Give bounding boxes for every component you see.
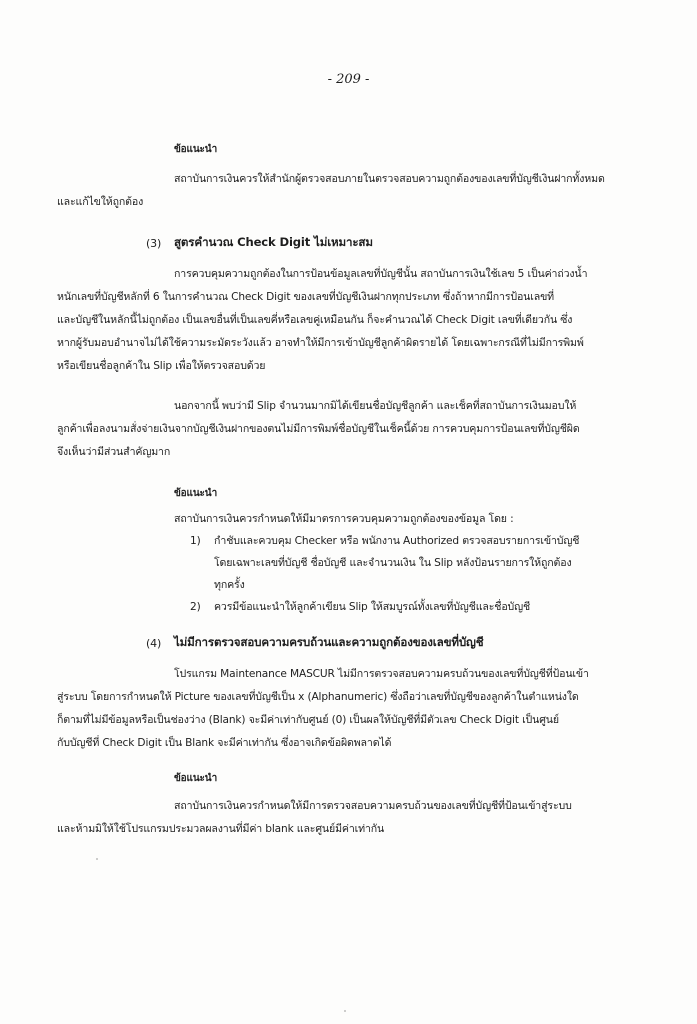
paragraph-line: กับบัญชีที่ Check Digit เป็น Blank จะมีค่าเท่ากัน ซึ่งอาจเกิดข้อผิดพลาดได้: [57, 737, 392, 749]
paragraph-line: นอกจากนี้ พบว่ามี Slip จำนวนมากมิได้เขียนชื่อบัญชีลูกค้า และเช็คที่สถาบันการเงินมอบให้: [174, 400, 577, 412]
page-number: - 209 -: [327, 72, 370, 87]
scan-speck: [96, 858, 98, 860]
paragraph-line: ก็ตามที่ไม่มีข้อมูลหรือเป็นช่องว่าง (Blank) จะมีค่าเท่ากับศูนย์ (0) เป็นผลให้บัญชีที่มีตัวเลข Check Digit เป็นศูนย์: [57, 714, 559, 726]
section-3-title: สูตรคำนวณ Check Digit ไม่เหมาะสม: [174, 235, 373, 249]
paragraph-line: โปรแกรม Maintenance MASCUR ไม่มีการตรวจสอบความครบถ้วนของเลขที่บัญชีที่ป้อนเข้า: [174, 668, 589, 680]
recommendation-label: ข้อแนะนำ: [174, 773, 218, 784]
section-3-number: (3): [146, 237, 162, 250]
list-item-line: ควรมีข้อแนะนำให้ลูกค้าเขียน Slip ให้สมบูรณ์ทั้งเลขที่บัญชีและชื่อบัญชี: [214, 601, 531, 613]
paragraph-line: ลูกค้าเพื่อลงนามสั่งจ่ายเงินจากบัญชีเงินฝากของตนไม่มีการพิมพ์ชื่อบัญชีในเช็คนี้ด้วย การควบคุมการป้อนเลขที่บัญชีผิด: [57, 423, 580, 435]
recommendation-text-line: และแก้ไขให้ถูกต้อง: [57, 196, 144, 208]
section-4-title: ไม่มีการตรวจสอบความครบถ้วนและความถูกต้องของเลขที่บัญชี: [174, 635, 484, 649]
recommendation-text-line: และห้ามมิให้ใช้โปรแกรมประมวลผลงานที่มีค่า blank และศูนย์มีค่าเท่ากัน: [57, 823, 385, 835]
recommendation-label: ข้อแนะนำ: [174, 488, 218, 499]
paragraph-line: การควบคุมความถูกต้องในการป้อนข้อมูลเลขที่บัญชีนั้น สถาบันการเงินใช้เลข 5 เป็นค่าถ่วงน้ำ: [174, 268, 588, 280]
recommendation-text-line: สถาบันการเงินควรให้สำนักผู้ตรวจสอบภายในตรวจสอบความถูกต้องของเลขที่บัญชีเงินฝากทั้งหมด: [174, 173, 605, 185]
recommendation-label: ข้อแนะนำ: [174, 144, 218, 155]
paragraph-line: หากผู้รับมอบอำนาจไม่ได้ใช้ความระมัดระวังแล้ว อาจทำให้มีการเข้าบัญชีลูกค้าผิดรายได้ โดยเฉพาะกรณีที่ไม่มีการพิมพ์: [57, 337, 584, 349]
paragraph-line: และบัญชีในหลักนี้ไม่ถูกต้อง เป็นเลขอื่นที่เป็นเลขคี่หรือเลขคู่เหมือนกัน ก็จะคำนวณได้ Check Digit เลขที่เดียวกัน ซึ่ง: [57, 314, 573, 326]
paragraph-line: หนักเลขที่บัญชีหลักที่ 6 ในการคำนวณ Check Digit ของเลขที่บัญชีเงินฝากทุกประเภท ซึ่งถ้าหากมีการป้อนเลขที่: [57, 291, 554, 303]
paragraph-line: สู่ระบบ โดยการกำหนดให้ Picture ของเลขที่บัญชีเป็น x (Alphanumeric) ซึ่งถือว่าเลขที่บัญชีของลูกค้าในตำแหน่งใด: [57, 691, 579, 703]
section-4-number: (4): [146, 637, 162, 650]
recommendation-text-line: สถาบันการเงินควรกำหนดให้มีการตรวจสอบความครบถ้วนของเลขที่บัญชีที่ป้อนเข้าสู่ระบบ: [174, 800, 572, 812]
list-item-marker: 1): [190, 535, 201, 547]
list-item-marker: 2): [190, 601, 201, 613]
scan-speck: [344, 1010, 346, 1012]
list-item-line: ทุกครั้ง: [214, 579, 245, 591]
list-item-line: กำชับและควบคุม Checker หรือ พนักงาน Authorized ตรวจสอบรายการเข้าบัญชี: [214, 535, 580, 547]
recommendation-intro: สถาบันการเงินควรกำหนดให้มีมาตรการควบคุมความถูกต้องของข้อมูล โดย :: [174, 513, 514, 525]
paragraph-line: จึงเห็นว่ามีส่วนสำคัญมาก: [57, 446, 171, 458]
list-item-line: โดยเฉพาะเลขที่บัญชี ชื่อบัญชี และจำนวนเงิน ใน Slip หลังป้อนรายการให้ถูกต้อง: [214, 557, 572, 569]
paragraph-line: หรือเขียนชื่อลูกค้าใน Slip เพื่อให้ตรวจสอบด้วย: [57, 360, 266, 372]
